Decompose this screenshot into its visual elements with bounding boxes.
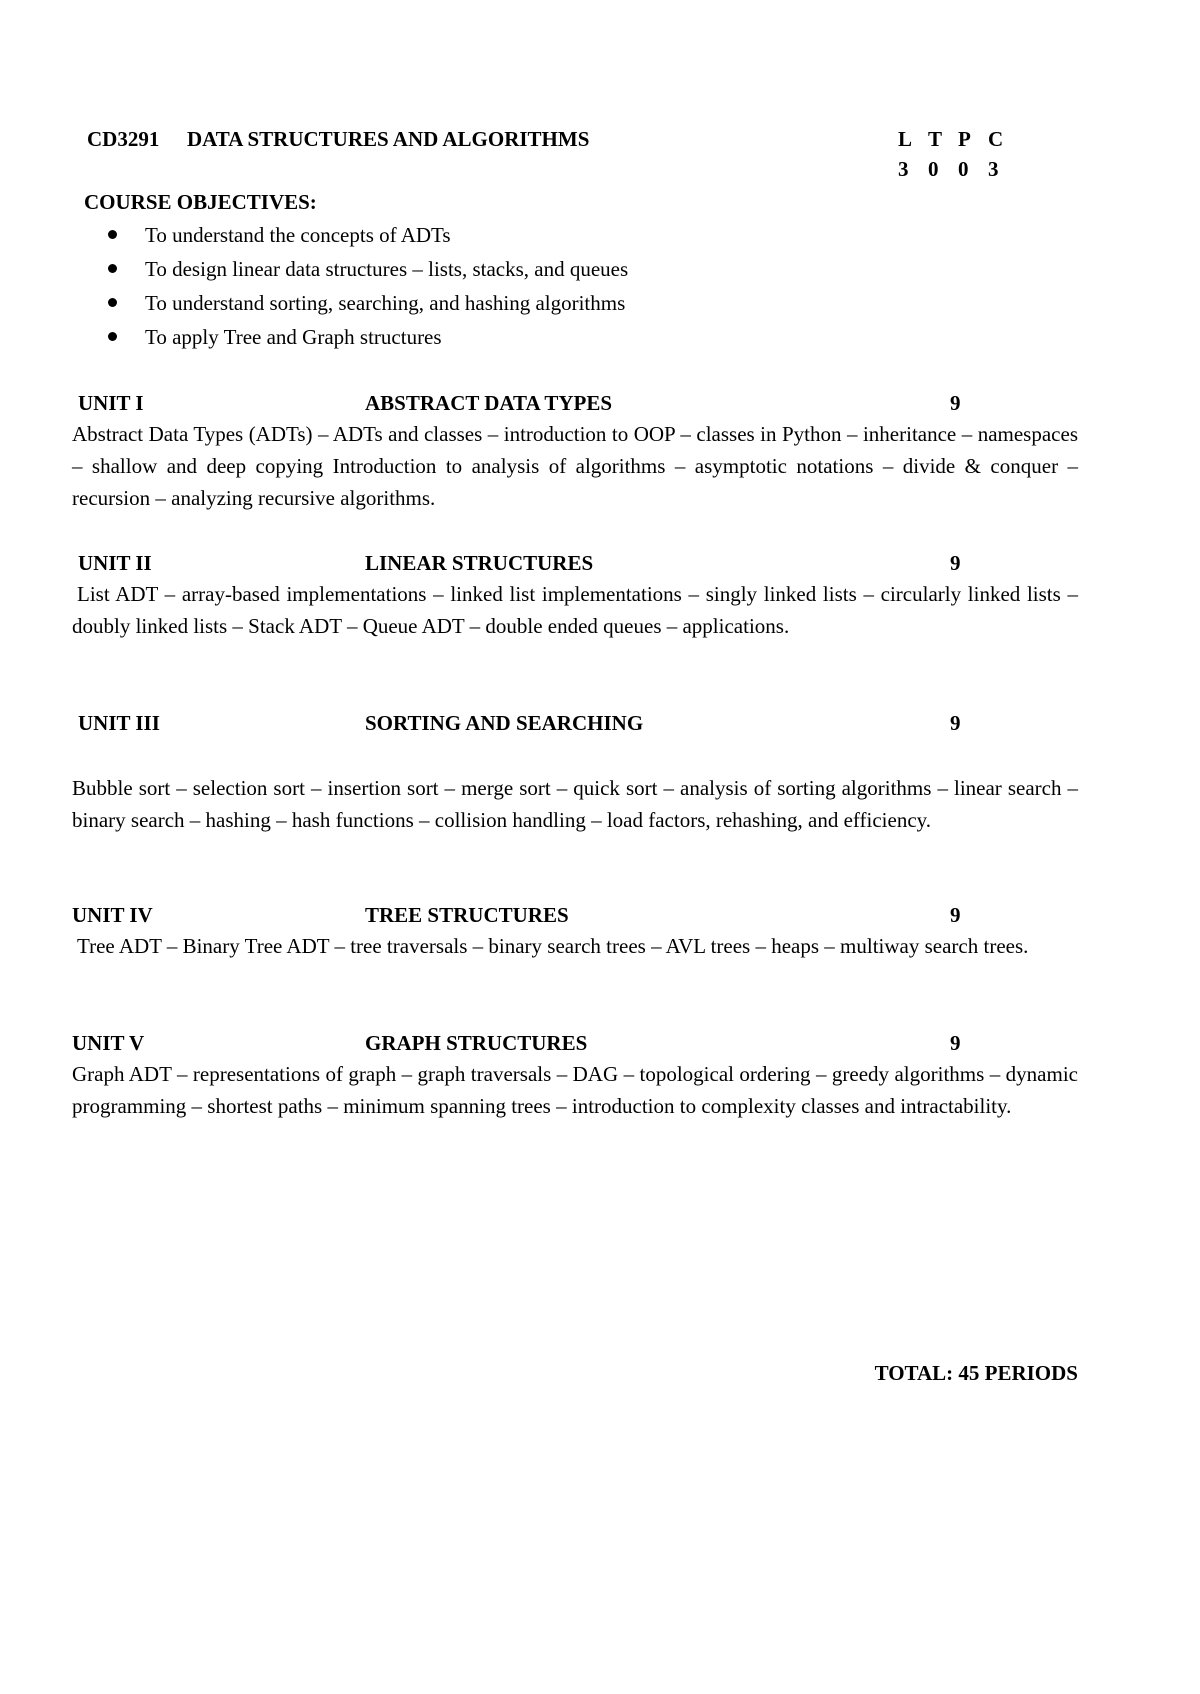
- bullet-icon: [108, 264, 117, 273]
- unit-name: SORTING AND SEARCHING: [365, 711, 644, 735]
- objective-item: [100, 288, 628, 322]
- unit-content: List ADT – array-based implementations – linked list implementations – singly linked lists – circularly linked lists – doubly linked lists – Stack ADT – Queue ADT – double ended queues – applications.: [72, 582, 1078, 638]
- bullet-icon: [108, 332, 117, 341]
- bullet-icon: [108, 298, 117, 307]
- objectives-title: COURSE OBJECTIVES:: [84, 190, 317, 214]
- unit-content: Graph ADT – representations of graph – graph traversals – DAG – topological ordering – greedy algorithms – dynamic programming – shortest paths – minimum spanning trees – introduction to complexity classes and intractability.: [72, 1062, 1078, 1118]
- ltpc-header-l: L: [898, 127, 913, 151]
- unit-content: Tree ADT – Binary Tree ADT – tree traversals – binary search trees – AVL trees – heaps – multiway search trees.: [77, 934, 1029, 958]
- objective-text: To understand sorting, searching, and hashing algorithms: [145, 291, 626, 315]
- unit-label: UNIT V: [72, 1031, 145, 1055]
- course-code: CD3291: [87, 127, 160, 151]
- objective-item: [100, 220, 628, 254]
- unit-name: GRAPH STRUCTURES: [365, 1031, 588, 1055]
- bullet-icon: [108, 230, 117, 239]
- ltpc-header-p: P: [958, 127, 971, 151]
- ltpc-value-t: 0: [928, 157, 939, 181]
- unit-name: TREE STRUCTURES: [365, 903, 569, 927]
- total-periods: TOTAL: 45 PERIODS: [874, 1361, 1078, 1385]
- ltpc-value-c: 3: [988, 157, 999, 181]
- unit-content: Bubble sort – selection sort – insertion sort – merge sort – quick sort – analysis of sorting algorithms – linear search – binary search – hashing – hash functions – collision handling – load factors, rehashing, and efficiency.: [72, 776, 1078, 832]
- unit-label: UNIT IV: [72, 903, 153, 927]
- unit-hours: 9: [950, 711, 961, 735]
- ltpc-header-c: C: [988, 127, 1004, 151]
- course-title: DATA STRUCTURES AND ALGORITHMS: [187, 127, 590, 151]
- unit-content: Abstract Data Types (ADTs) – ADTs and classes – introduction to OOP – classes in Python – inheritance – namespaces – shallow and deep copying Introduction to analysis of algorithms – asymptotic notations – divide & conquer – recursion – analyzing recursive algorithms.: [72, 422, 1078, 510]
- unit-hours: 9: [950, 551, 961, 575]
- ltpc-value-row: [898, 154, 1018, 184]
- ltpc-value-l: 3: [898, 157, 909, 181]
- unit-hours: 9: [950, 903, 961, 927]
- unit-label: UNIT II: [78, 551, 152, 575]
- unit-name: ABSTRACT DATA TYPES: [365, 391, 613, 415]
- objective-item: [100, 254, 628, 288]
- objective-text: To design linear data structures – lists, stacks, and queues: [145, 257, 629, 281]
- ltpc-table: [898, 124, 1018, 184]
- objectives-list: [100, 220, 628, 356]
- objective-text: To apply Tree and Graph structures: [145, 325, 442, 349]
- unit-label: UNIT I: [78, 391, 144, 415]
- unit-hours: 9: [950, 391, 961, 415]
- objective-text: To understand the concepts of ADTs: [145, 223, 451, 247]
- ltpc-header-row: [898, 124, 1018, 154]
- unit-hours: 9: [950, 1031, 961, 1055]
- ltpc-value-p: 0: [958, 157, 969, 181]
- unit-name: LINEAR STRUCTURES: [365, 551, 594, 575]
- ltpc-header-t: T: [928, 127, 943, 151]
- objective-item: [100, 322, 628, 356]
- unit-label: UNIT III: [78, 711, 160, 735]
